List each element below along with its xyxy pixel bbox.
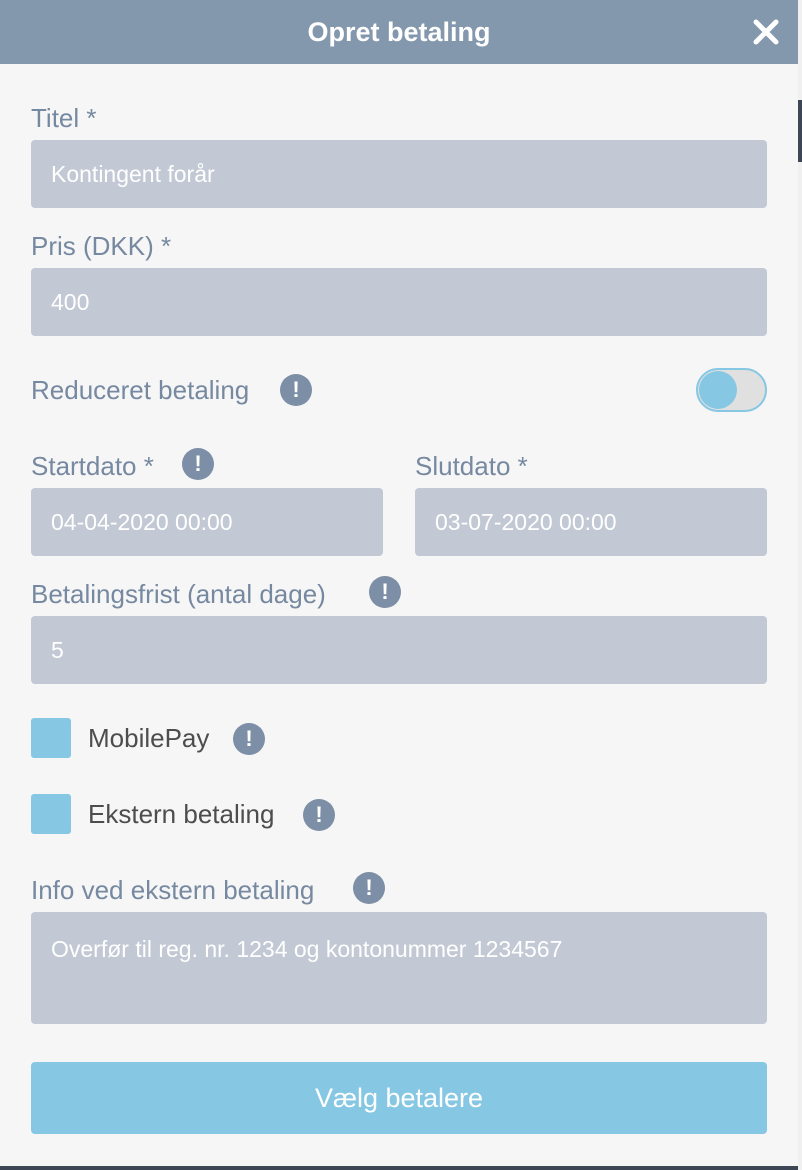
title-label: Titel * (31, 103, 97, 133)
price-input[interactable]: 400 (31, 268, 767, 336)
scrollbar-thumb[interactable] (798, 100, 802, 162)
title-input[interactable]: Kontingent forår (31, 140, 767, 208)
info-icon[interactable]: ! (280, 374, 312, 406)
close-icon (748, 14, 784, 50)
external-payment-label: Ekstern betaling (88, 799, 275, 829)
info-icon[interactable]: ! (303, 799, 335, 831)
close-button[interactable] (748, 14, 784, 50)
choose-payers-button[interactable]: Vælg betalere (31, 1062, 767, 1134)
dialog-title: Opret betaling (307, 17, 491, 47)
info-icon[interactable]: ! (233, 723, 265, 755)
start-date-label: Startdato * (31, 451, 154, 481)
payment-deadline-label: Betalingsfrist (antal dage) (31, 579, 326, 609)
info-icon[interactable]: ! (369, 576, 401, 608)
mobilepay-checkbox[interactable] (31, 718, 71, 758)
dialog-header (0, 0, 798, 64)
external-info-label: Info ved ekstern betaling (31, 875, 315, 905)
mobilepay-label: MobilePay (88, 723, 210, 753)
reduced-payment-label: Reduceret betaling (31, 375, 250, 405)
info-icon[interactable]: ! (353, 872, 385, 904)
end-date-label: Slutdato * (415, 451, 528, 481)
reduced-payment-toggle[interactable] (696, 368, 767, 412)
price-label: Pris (DKK) * (31, 231, 172, 261)
info-icon[interactable]: ! (182, 448, 214, 480)
external-payment-checkbox[interactable] (31, 794, 71, 834)
end-date-input[interactable]: 03-07-2020 00:00 (415, 488, 767, 556)
payment-deadline-input[interactable]: 5 (31, 616, 767, 684)
scrollbar[interactable] (798, 0, 802, 1170)
toggle-knob (699, 371, 737, 409)
external-info-textarea[interactable]: Overfør til reg. nr. 1234 og kontonummer 1234567 (31, 912, 767, 1024)
start-date-input[interactable]: 04-04-2020 00:00 (31, 488, 383, 556)
